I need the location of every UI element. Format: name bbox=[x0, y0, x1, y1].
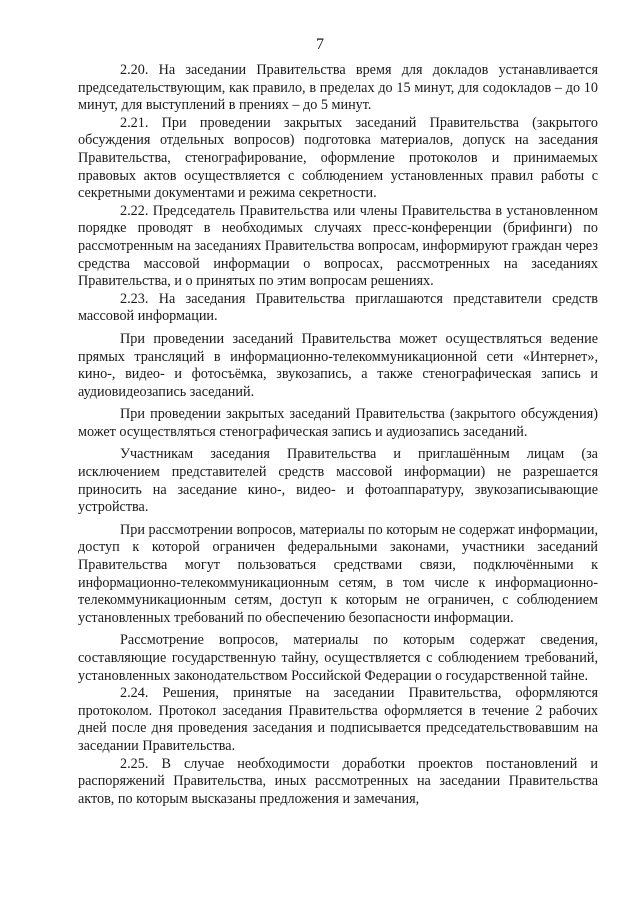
paragraph-2-21: 2.21. При проведении закрытых заседаний Правительства (закрытого обсуждения отдельных вопросов) подготовка материалов, допуск на заседания Правительства, стенографирование, оформление протоколов и принимаемых правовых актов осуществляется с соблюдением установленных правил работы с секретными документами и режима секретности. bbox=[78, 114, 598, 202]
paragraph-2-22: 2.22. Председатель Правительства или члены Правительства в установленном порядке проводят в необходимых случаях пресс-конференции (брифинги) по рассмотренным на заседаниях Правительства вопросам, информируют граждан через средства массовой информации о вопросах, рассмотренных на заседаниях Правительства, и о принятых по этим вопросам решениях. bbox=[78, 202, 598, 290]
paragraph-closed-sessions-recording: При проведении закрытых заседаний Правительства (закрытого обсуждения) может осуществляться стенографическая запись и аудиозапись заседаний. bbox=[78, 406, 598, 440]
paragraph-communication-means: При рассмотрении вопросов, материалы по которым не содержат информации, доступ к которой ограничен федеральными законами, участники заседаний Правительства могут пользоваться средствами связи, подключёнными к информационно-телекоммуникационным сетям, в том числе к информационно-телекоммуникационным сетям, доступ к которым не ограничен, с соблюдением установленных требований по обеспечению безопасности информации. bbox=[78, 521, 598, 626]
paragraph-equipment-ban: Участникам заседания Правительства и приглашённым лицам (за исключением представителей средств массовой информации) не разрешается приносить на заседание кино-, видео- и фотоаппаратуру, звукозаписывающие устройства. bbox=[78, 446, 598, 516]
paragraph-2-25: 2.25. В случае необходимости доработки проектов постановлений и распоряжений Правительства, иных рассмотренных на заседании Правительства актов, по которым высказаны предложения и замечания, bbox=[78, 755, 598, 807]
paragraph-2-24: 2.24. Решения, принятые на заседании Правительства, оформляются протоколом. Протокол заседания Правительства оформляется в течение 2 рабочих дней после дня проведения заседания и подписывается председательствовавшим на заседании Правительства. bbox=[78, 685, 598, 754]
page-number: 7 bbox=[316, 36, 324, 53]
paragraph-2-20: 2.20. На заседании Правительства время для докладов устанавливается председательствующим, как правило, в пределах до 15 минут, для содокладов – до 10 минут, для выступлений в прениях – до 5 минут. bbox=[78, 62, 598, 114]
paragraph-2-23: 2.23. На заседания Правительства приглашаются представители средств массовой информации. bbox=[78, 290, 598, 325]
paragraph-state-secret: Рассмотрение вопросов, материалы по которым содержат сведения, составляющие государственную тайну, осуществляется с соблюдением требований, установленных законодательством Российской Федерации о государственной тайне. bbox=[78, 632, 598, 684]
document-body bbox=[78, 62, 598, 808]
paragraph-broadcasts: При проведении заседаний Правительства может осуществляться ведение прямых трансляций в информационно-телекоммуникационной сети «Интернет», кино-, видео- и фотосъёмка, звукозапись, а также стенографическая запись и аудиовидеозапись заседаний. bbox=[78, 330, 598, 400]
